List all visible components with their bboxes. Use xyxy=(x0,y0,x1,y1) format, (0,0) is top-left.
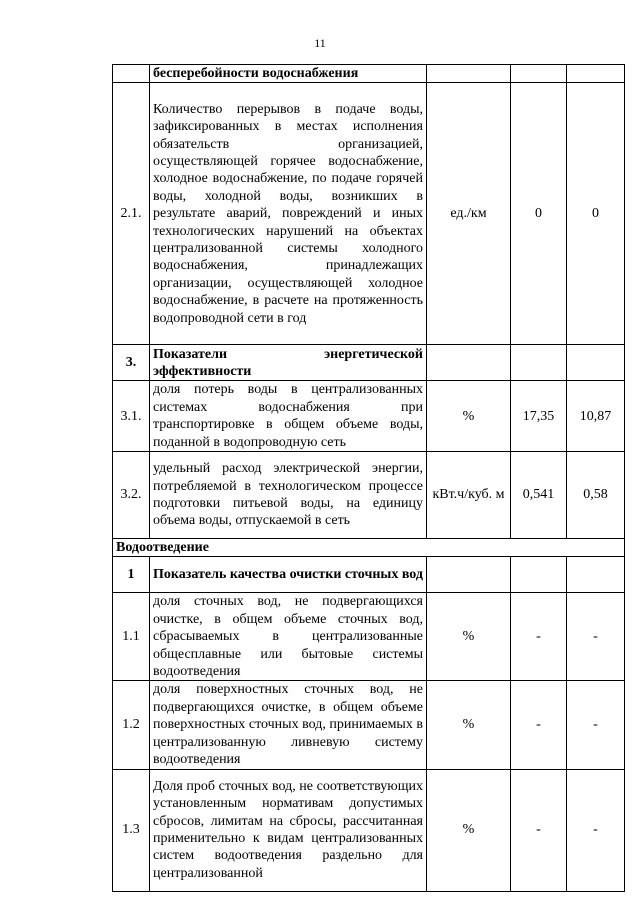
row-value-1: 0 xyxy=(511,83,567,345)
section-row xyxy=(113,539,625,557)
row-number: 3.1. xyxy=(113,381,150,452)
row-value-2: 0 xyxy=(567,83,625,345)
table-row xyxy=(113,593,625,681)
row-number xyxy=(113,65,150,83)
table-row xyxy=(113,65,625,83)
row-value-1: - xyxy=(511,593,567,681)
row-value-2: 10,87 xyxy=(567,381,625,452)
row-value-1 xyxy=(511,557,567,593)
row-number: 2.1. xyxy=(113,83,150,345)
page-number: 11 xyxy=(314,36,326,50)
row-unit xyxy=(427,65,511,83)
row-value-1: - xyxy=(511,769,567,891)
row-unit xyxy=(427,345,511,381)
table-row xyxy=(113,769,625,891)
row-indicator-name: удельный расход электрической энергии, потребляемой в технологическом процессе подготовки питьевой воды, на единицу объема воды, отпускаемой в сеть xyxy=(150,452,427,539)
table-row xyxy=(113,681,625,769)
table-row xyxy=(113,381,625,452)
row-value-1: 0,541 xyxy=(511,452,567,539)
row-number: 1 xyxy=(113,557,150,593)
row-unit: % xyxy=(427,681,511,769)
row-value-2 xyxy=(567,65,625,83)
indicators-table xyxy=(112,64,625,892)
row-unit: кВт.ч/куб. м xyxy=(427,452,511,539)
row-value-2: 0,58 xyxy=(567,452,625,539)
row-unit: % xyxy=(427,769,511,891)
row-indicator-name: Доля проб сточных вод, не соответствующих установленным нормативам допустимых сбросов, лимитам на сбросы, рассчитанная применительно к видам централизованных систем водоотведения раздельно для централизованной xyxy=(150,769,427,891)
table-row xyxy=(113,345,625,381)
row-number: 1.2 xyxy=(113,681,150,769)
row-value-2 xyxy=(567,345,625,381)
row-indicator-name: доля потерь воды в централизованных системах водоснабжения при транспортировке в общем объеме воды, поданной в водопроводную сеть xyxy=(150,381,427,452)
row-value-1: 17,35 xyxy=(511,381,567,452)
row-indicator-name: доля поверхностных сточных вод, не подвергающихся очистке, в общем объеме поверхностных сточных вод, принимаемых в централизованную ливневую систему водоотведения xyxy=(150,681,427,769)
row-number: 1.3 xyxy=(113,769,150,891)
table-row xyxy=(113,452,625,539)
row-unit: ед./км xyxy=(427,83,511,345)
row-value-2: - xyxy=(567,769,625,891)
row-indicator-name: Количество перерывов в подаче воды, зафиксированных в местах исполнения обязательств организацией, осуществляющей горячее водоснабжение, холодное водоснабжение, по подаче горячей воды, холодной воды, возникших в результате аварий, повреждений и иных технологических нарушений на объектах централизованной системы холодного водоснабжения, принадлежащих организации, осуществляющей холодное водоснабжение, в расчете на протяженность водопроводной сети в год xyxy=(150,83,427,345)
table-row xyxy=(113,83,625,345)
row-indicator-name: доля сточных вод, не подвергающихся очистке, в общем объеме сточных вод, сбрасываемых в централизованные общесплавные или бытовые системы водоотведения xyxy=(150,593,427,681)
row-value-1 xyxy=(511,345,567,381)
row-indicator-name-text: Показатели энергетической эффективности xyxy=(153,346,423,379)
row-unit: % xyxy=(427,381,511,452)
row-number: 1.1 xyxy=(113,593,150,681)
row-unit xyxy=(427,557,511,593)
row-indicator-name xyxy=(150,345,427,381)
row-value-1: - xyxy=(511,681,567,769)
row-number: 3.2. xyxy=(113,452,150,539)
row-indicator-name: бесперебойности водоснабжения xyxy=(150,65,427,83)
row-value-2 xyxy=(567,557,625,593)
row-unit: % xyxy=(427,593,511,681)
row-number: 3. xyxy=(113,345,150,381)
table-row xyxy=(113,557,625,593)
row-value-2: - xyxy=(567,593,625,681)
row-indicator-name: Показатель качества очистки сточных вод xyxy=(150,557,427,593)
row-value-2: - xyxy=(567,681,625,769)
row-value-1 xyxy=(511,65,567,83)
section-title: Водоотведение xyxy=(113,539,625,557)
